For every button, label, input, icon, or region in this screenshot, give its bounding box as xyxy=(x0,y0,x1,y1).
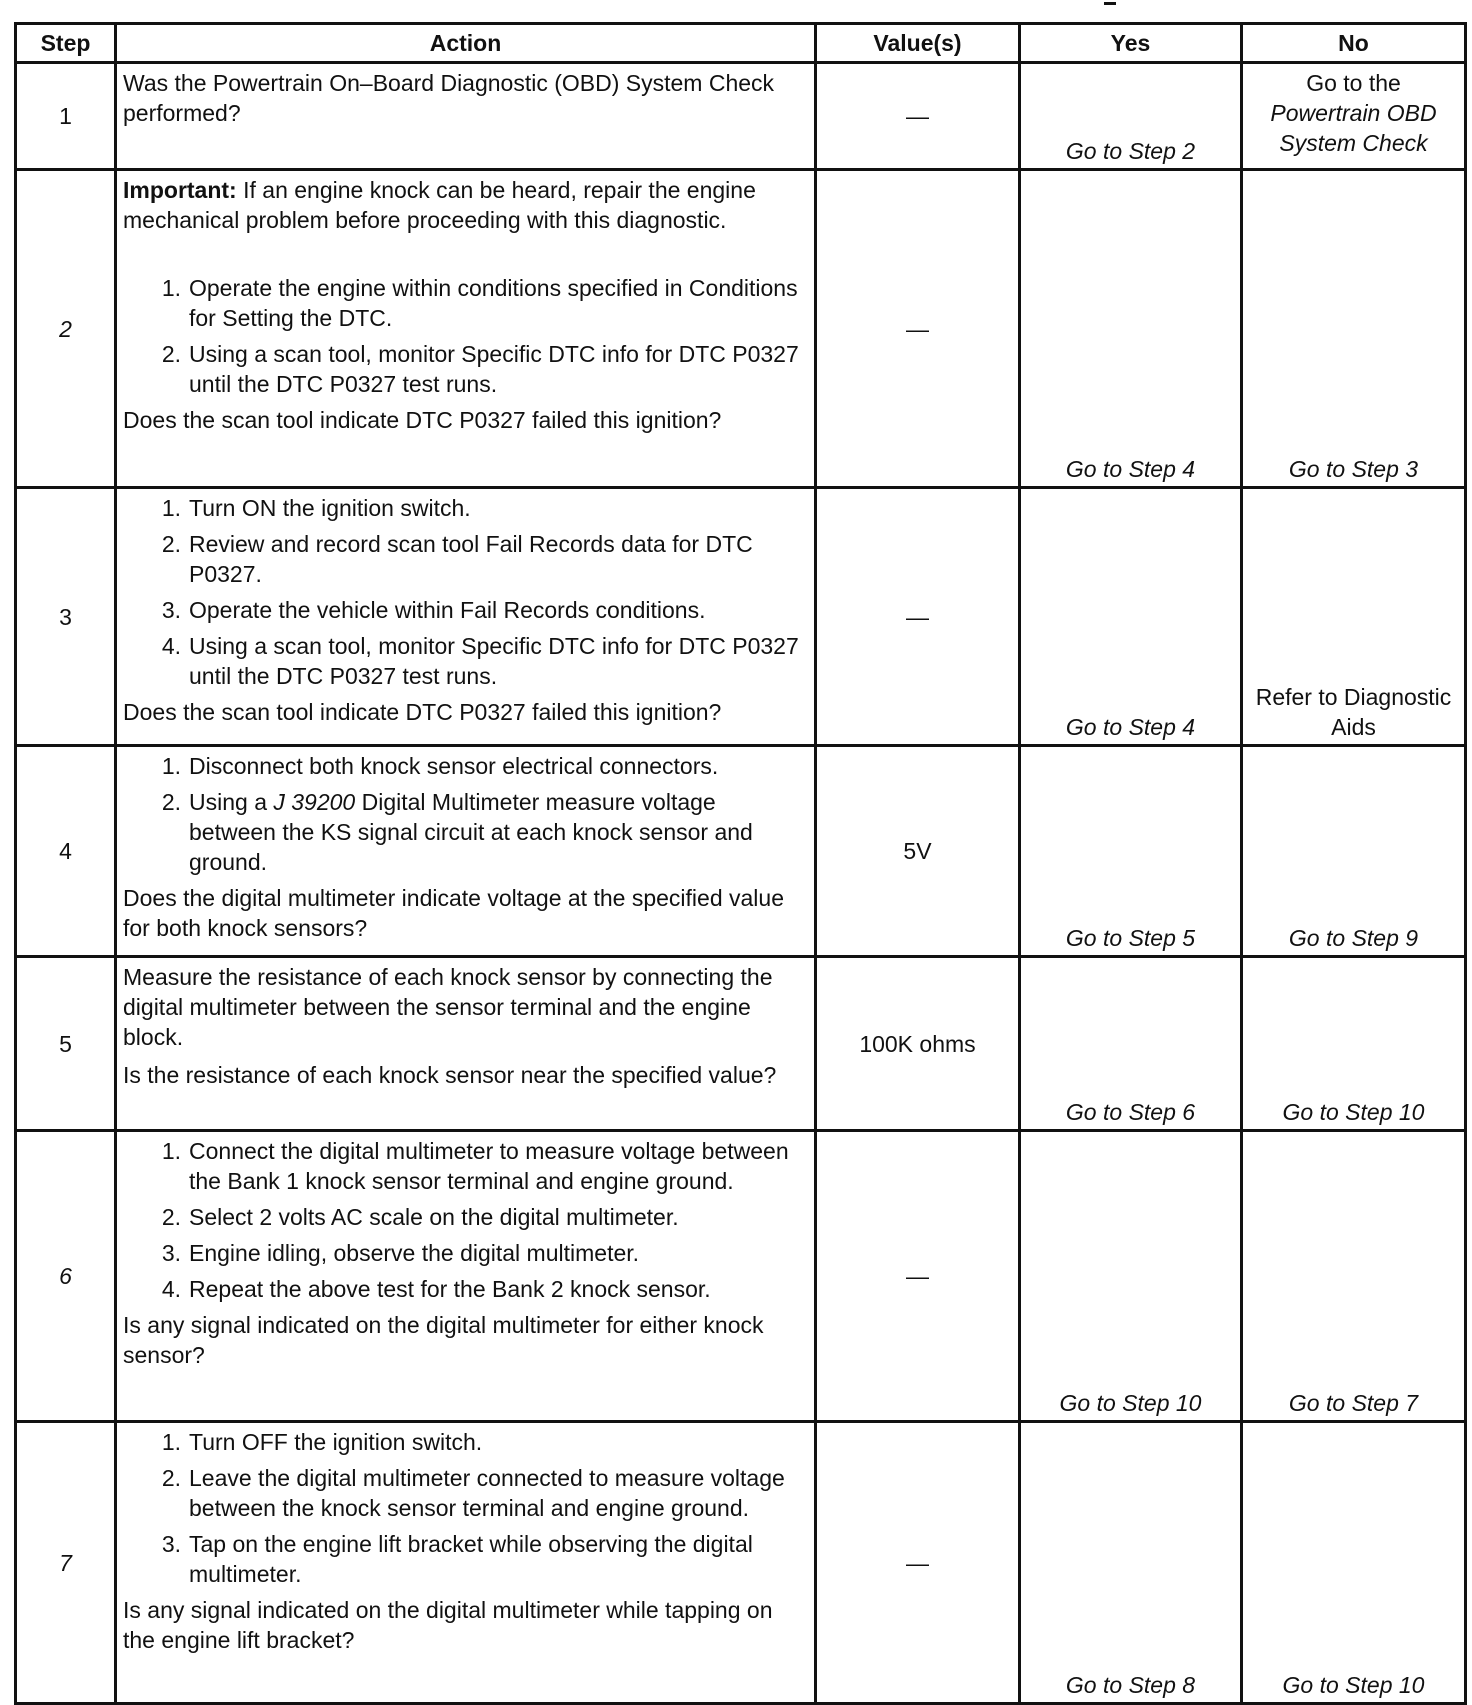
step-2-row xyxy=(16,170,1466,488)
step-number: 3 xyxy=(16,488,116,746)
action-question: Does the digital multimeter indicate voltage at the specified value for both knock sensors? xyxy=(123,885,784,941)
list-item: 3. Operate the vehicle within Fail Records conditions. xyxy=(161,597,706,623)
action-cell xyxy=(116,957,816,1131)
step-5-row xyxy=(16,957,1466,1131)
no-line2: Powertrain OBD System Check xyxy=(1270,100,1437,156)
action-question: Does the scan tool indicate DTC P0327 failed this ignition? xyxy=(123,699,722,725)
important-note xyxy=(123,175,806,235)
list-item: 1. Connect the digital multimeter to measure voltage between the Bank 1 knock sensor terminal and engine ground. xyxy=(161,1138,789,1194)
list-item: 3. Tap on the engine lift bracket while observing the digital multimeter. xyxy=(161,1531,753,1587)
no-link[interactable]: Go to Step 9 xyxy=(1242,746,1466,957)
scan-mark xyxy=(1104,2,1116,5)
header-row xyxy=(16,24,1466,63)
important-label: Important: xyxy=(123,177,237,203)
list-item: 2. Review and record scan tool Fail Records data for DTC P0327. xyxy=(161,531,753,587)
step-1-row xyxy=(16,63,1466,170)
action-cell xyxy=(116,746,816,957)
step-3-row xyxy=(16,488,1466,746)
no-link[interactable]: Go to Step 10 xyxy=(1242,1422,1466,1704)
no-link[interactable]: Go to Step 3 xyxy=(1242,170,1466,488)
list-item: 3. Engine idling, observe the digital multimeter. xyxy=(161,1240,640,1266)
action-question: Does the scan tool indicate DTC P0327 failed this ignition? xyxy=(123,407,722,433)
header-no: No xyxy=(1242,24,1466,63)
step-number: 4 xyxy=(16,746,116,957)
step-4-row xyxy=(16,746,1466,957)
list-item: 2. Using a J 39200 Digital Multimeter measure voltage between the KS signal circuit at each knock sensor and ground. xyxy=(161,789,753,875)
list-item: 1. Turn ON the ignition switch. xyxy=(161,495,471,521)
header-values: Value(s) xyxy=(816,24,1020,63)
step-7-row xyxy=(16,1422,1466,1704)
action-question: Is any signal indicated on the digital multimeter for either knock sensor? xyxy=(123,1312,764,1368)
action-cell xyxy=(116,1422,816,1704)
action-text: Measure the resistance of each knock sensor by connecting the digital multimeter between the sensor terminal and the engine block. xyxy=(123,964,773,1050)
value-cell: — xyxy=(816,488,1020,746)
yes-link[interactable]: Go to Step 5 xyxy=(1020,746,1242,957)
header-step: Step xyxy=(16,24,116,63)
list-item: 2. Select 2 volts AC scale on the digital multimeter. xyxy=(161,1204,679,1230)
value-cell: — xyxy=(816,1131,1020,1422)
no-line1: Go to the xyxy=(1306,70,1401,96)
header-action: Action xyxy=(116,24,816,63)
step-number: 7 xyxy=(16,1422,116,1704)
no-link[interactable]: Refer to Diagnostic Aids xyxy=(1242,488,1466,746)
list-item: 4. Repeat the above test for the Bank 2 knock sensor. xyxy=(161,1276,711,1302)
action-cell xyxy=(116,170,816,488)
yes-link[interactable]: Go to Step 4 xyxy=(1020,170,1242,488)
action-cell xyxy=(116,1131,816,1422)
no-link[interactable] xyxy=(1242,63,1466,170)
action-cell xyxy=(116,63,816,170)
list-item: 1. Operate the engine within conditions specified in Conditions for Setting the DTC. xyxy=(161,275,798,331)
tool-reference: J 39200 xyxy=(273,789,356,815)
step-number: 5 xyxy=(16,957,116,1131)
step-6-row xyxy=(16,1131,1466,1422)
yes-link[interactable]: Go to Step 4 xyxy=(1020,488,1242,746)
yes-link[interactable]: Go to Step 6 xyxy=(1020,957,1242,1131)
list-item: 2. Leave the digital multimeter connected to measure voltage between the knock sensor terminal and engine ground. xyxy=(161,1465,785,1521)
no-link[interactable]: Go to Step 10 xyxy=(1242,957,1466,1131)
value-cell: — xyxy=(816,170,1020,488)
value-cell: — xyxy=(816,63,1020,170)
diagnostic-table xyxy=(14,22,1467,1705)
step-number: 2 xyxy=(16,170,116,488)
list-item: 1. Turn OFF the ignition switch. xyxy=(161,1429,483,1455)
action-steps xyxy=(123,1427,806,1589)
action-steps xyxy=(123,751,806,877)
yes-link[interactable]: Go to Step 8 xyxy=(1020,1422,1242,1704)
value-cell: — xyxy=(816,1422,1020,1704)
list-item: 2. Using a scan tool, monitor Specific DTC info for DTC P0327 until the DTC P0327 test runs. xyxy=(161,341,799,397)
action-steps xyxy=(123,1136,806,1304)
action-question: Is the resistance of each knock sensor near the specified value? xyxy=(123,1062,777,1088)
step-number: 1 xyxy=(16,63,116,170)
value-cell: 5V xyxy=(816,746,1020,957)
action-steps xyxy=(123,273,806,399)
list-item: 4. Using a scan tool, monitor Specific DTC info for DTC P0327 until the DTC P0327 test runs. xyxy=(161,633,799,689)
yes-link[interactable]: Go to Step 10 xyxy=(1020,1131,1242,1422)
action-cell xyxy=(116,488,816,746)
action-steps xyxy=(123,493,806,691)
action-question: Was the Powertrain On–Board Diagnostic (OBD) System Check performed? xyxy=(123,70,775,126)
action-question: Is any signal indicated on the digital multimeter while tapping on the engine lift bracket? xyxy=(123,1597,773,1653)
important-text: If an engine knock can be heard, repair the engine mechanical problem before proceeding with this diagnostic. xyxy=(123,177,756,233)
value-cell: 100K ohms xyxy=(816,957,1020,1131)
list-item: 1. Disconnect both knock sensor electrical connectors. xyxy=(161,753,719,779)
step-number: 6 xyxy=(16,1131,116,1422)
header-yes: Yes xyxy=(1020,24,1242,63)
no-link[interactable]: Go to Step 7 xyxy=(1242,1131,1466,1422)
yes-link[interactable]: Go to Step 2 xyxy=(1020,63,1242,170)
